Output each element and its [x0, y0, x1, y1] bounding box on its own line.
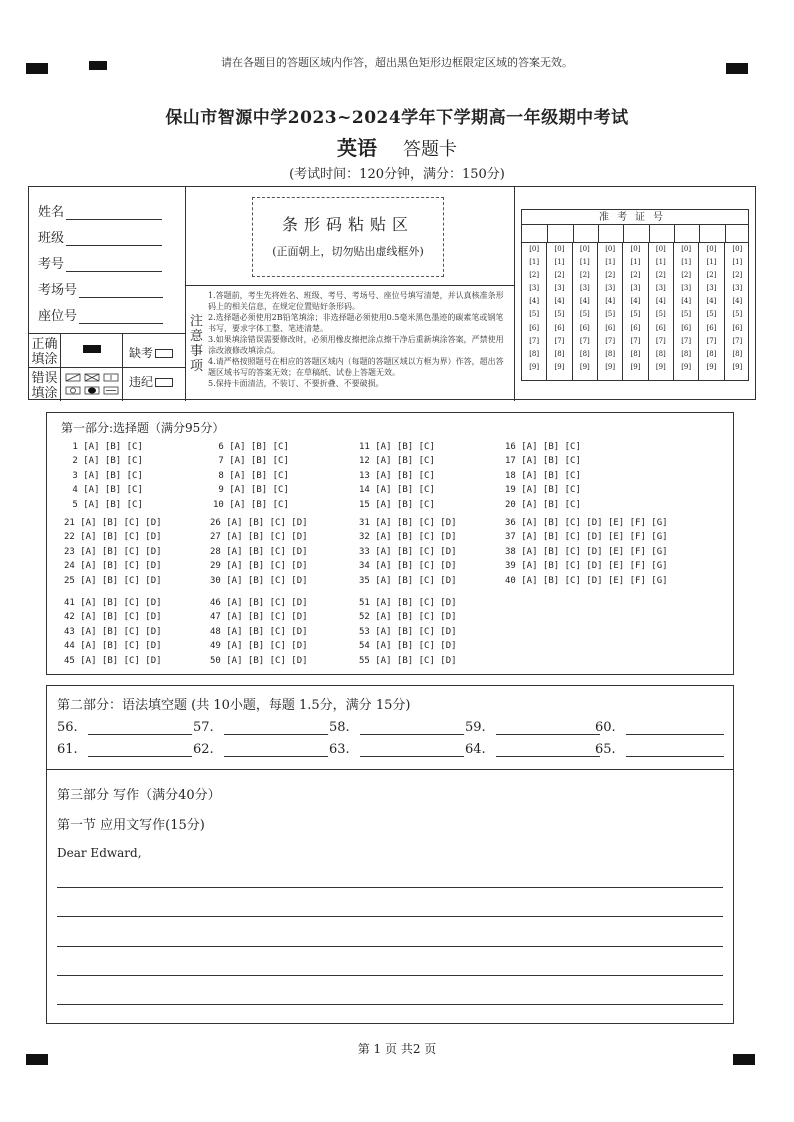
admission-id-digit[interactable]: [9] [630, 362, 641, 371]
part3-title: 第三部分 写作（满分40分） [57, 788, 221, 803]
wrong-fill-label: 错误填涂 [29, 368, 61, 401]
admission-id-digit[interactable]: [1] [605, 258, 616, 267]
violation-box[interactable]: 违纪 [123, 368, 186, 401]
admission-id-digit[interactable]: [4] [579, 297, 590, 306]
admission-id-digit[interactable]: [9] [554, 362, 565, 371]
admission-id-digit[interactable]: [6] [554, 323, 565, 332]
subject-name: 英语 [337, 136, 377, 160]
admission-id-digit[interactable]: [3] [681, 284, 692, 293]
admission-id-digit[interactable]: [1] [681, 258, 692, 267]
note-item: 1.答题前，考生先将姓名、班级、考号、考场号、座位号填写清楚，并认真核准条形码上的相关信息，在规定位置贴好条形码。 [208, 291, 504, 311]
admission-id-digit[interactable]: [9] [706, 362, 717, 371]
admission-id-digit[interactable]: [0] [681, 245, 692, 253]
writing-line[interactable] [57, 946, 723, 947]
admission-id-digit[interactable]: [5] [554, 310, 565, 319]
admission-id-digit[interactable]: [8] [579, 349, 590, 358]
page-title: 保山市智源中学2023~2024学年下学期高一年级期中考试 [165, 108, 629, 128]
admission-id-digit[interactable]: [4] [630, 297, 641, 306]
admission-id-digit[interactable]: [7] [529, 336, 540, 345]
choice-group[interactable]: 31 [A] [B] [C] [D] 32 [A] [B] [C] [D] 33 [A] [B] [C] [D] 34 [A] [B] [C] [D] 35 [A] [B] [C] [D] [359, 518, 457, 586]
admission-id-digit[interactable]: [9] [605, 362, 616, 371]
admission-id-digit[interactable]: [0] [605, 245, 616, 253]
barcode-instruction: (正面朝上，切勿贴出虚线框外) [272, 245, 424, 258]
admission-id-digit[interactable]: [2] [732, 271, 743, 280]
admission-id-digit[interactable]: [1] [554, 258, 565, 267]
admission-id-digit[interactable]: [6] [605, 323, 616, 332]
absent-box[interactable]: 缺考 [123, 334, 186, 367]
admission-id-digit[interactable]: [4] [605, 297, 616, 306]
admission-id-write-row[interactable] [522, 225, 748, 243]
admission-id-digit[interactable]: [7] [681, 336, 692, 345]
admission-id-digit[interactable]: [5] [655, 310, 666, 319]
letter-greeting: Dear Edward, [57, 846, 142, 860]
admission-id-digit[interactable]: [8] [732, 349, 743, 358]
barcode-area [252, 197, 444, 277]
admission-id-digit[interactable]: [9] [732, 362, 743, 371]
admission-id-digit[interactable]: [8] [630, 349, 641, 358]
correct-fill-row [29, 333, 186, 367]
admission-id-digit[interactable]: [2] [605, 271, 616, 280]
subject-heading [0, 132, 794, 161]
admission-id-digit[interactable]: [7] [706, 336, 717, 345]
blank-63[interactable]: 63. [329, 742, 464, 757]
notice-text: 请在各题目的答题区域内作答，超出黑色矩形边框限定区域的答案无效。 [221, 56, 573, 69]
admission-id-digit[interactable]: [6] [529, 323, 540, 332]
student-info-panel [29, 187, 186, 401]
admission-id-digit[interactable]: [9] [579, 362, 590, 371]
admission-id-digit[interactable]: [0] [655, 245, 666, 253]
admission-id-column[interactable] [699, 243, 724, 381]
class-field[interactable]: 班级 [38, 227, 162, 246]
admission-id-digit[interactable]: [4] [554, 297, 565, 306]
exam-time-info: (考试时间：120分钟，满分：150分) [289, 167, 505, 182]
blank-56[interactable]: 56. [57, 720, 192, 735]
admission-id-digit[interactable]: [3] [732, 284, 743, 293]
writing-line[interactable] [57, 916, 723, 917]
admission-id-panel [515, 187, 757, 401]
note-item: 2.选择题必须使用2B铅笔填涂；非选择题必须使用0.5毫米黑色墨迹的碳素笔或钢笔书写，要求字体工整、笔迹清楚。 [208, 313, 504, 333]
admission-id-digit[interactable]: [1] [579, 258, 590, 267]
admission-id-digit[interactable]: [6] [732, 323, 743, 332]
exam-room-field[interactable]: 考场号 [38, 279, 163, 298]
admission-id-digit[interactable]: [5] [529, 310, 540, 319]
writing-line[interactable] [57, 1004, 723, 1005]
choice-group[interactable]: 21 [A] [B] [C] [D] 22 [A] [B] [C] [D] 23 [A] [B] [C] [D] 24 [A] [B] [C] [D] 25 [A] [B] [C] [D] [64, 518, 162, 586]
correct-fill-label: 正确填涂 [29, 334, 61, 367]
admission-id-digit[interactable]: [8] [706, 349, 717, 358]
admission-id-digit[interactable]: [7] [630, 336, 641, 345]
admission-id-digit[interactable]: [6] [579, 323, 590, 332]
part1-title: 第一部分:选择题（满分95分） [61, 421, 225, 435]
admission-id-digit[interactable]: [8] [605, 349, 616, 358]
admission-id-digit[interactable]: [2] [655, 271, 666, 280]
blank-65[interactable]: 65. [595, 742, 724, 757]
name-field[interactable]: 姓名 [38, 201, 162, 220]
id-head-divider [649, 225, 650, 242]
admission-id-digit[interactable]: [4] [706, 297, 717, 306]
admission-id-digit[interactable]: [2] [529, 271, 540, 280]
id-head-divider [598, 225, 599, 242]
admission-id-digit[interactable]: [3] [605, 284, 616, 293]
choice-group[interactable]: 1 [A] [B] [C] 2 [A] [B] [C] 3 [A] [B] [C] 4 [A] [B] [C] 5 [A] [B] [C] [72, 442, 143, 510]
blank-64[interactable]: 64. [465, 742, 600, 757]
blank-61[interactable]: 61. [57, 742, 192, 757]
part3-writing [46, 770, 734, 1024]
admission-id-column[interactable] [598, 243, 623, 381]
barcode-notes-panel [186, 187, 515, 401]
seat-number-field[interactable]: 座位号 [38, 305, 163, 324]
admission-id-digit[interactable]: [7] [554, 336, 565, 345]
admission-id-digit[interactable]: [7] [605, 336, 616, 345]
admission-id-digit[interactable]: [3] [554, 284, 565, 293]
notes-label: 注意事项 [190, 314, 204, 374]
blank-58[interactable]: 58. [329, 720, 464, 735]
absent-checkbox[interactable] [155, 349, 173, 358]
admission-id-digit[interactable]: [9] [681, 362, 692, 371]
id-head-divider [623, 225, 624, 242]
admission-id-column[interactable] [573, 243, 598, 381]
id-head-divider [725, 225, 726, 242]
admission-id-column[interactable] [725, 243, 750, 381]
admission-id-digit[interactable]: [5] [579, 310, 590, 319]
admission-id-digit[interactable]: [1] [732, 258, 743, 267]
admission-id-digit[interactable]: [8] [529, 349, 540, 358]
choice-group[interactable]: 46 [A] [B] [C] [D] 47 [A] [B] [C] [D] 48 [A] [B] [C] [D] 49 [A] [B] [C] [D] 50 [A] [B] [C] [D] [210, 598, 308, 666]
id-head-divider [674, 225, 675, 242]
admission-id-digit[interactable]: [8] [554, 349, 565, 358]
blank-60[interactable]: 60. [595, 720, 724, 735]
choice-group[interactable]: 51 [A] [B] [C] [D] 52 [A] [B] [C] [D] 53 [A] [B] [C] [D] 54 [A] [B] [C] [D] 55 [A] [B] [C] [D] [359, 598, 457, 666]
admission-id-digit[interactable]: [8] [681, 349, 692, 358]
blank-59[interactable]: 59. [465, 720, 600, 735]
part1-multiple-choice [46, 412, 734, 675]
note-item: 3.如果填涂错误需要修改时，必须用橡皮擦把涂点擦干净后重新填涂答案，严禁使用涂改液修改填涂点。 [208, 335, 504, 355]
admission-id-digit[interactable]: [0] [732, 245, 743, 253]
part2-title: 第二部分：语法填空题 (共 10小题，每题 1.5分，满分 15分) [57, 698, 411, 713]
admission-id-digit[interactable]: [5] [630, 310, 641, 319]
violation-checkbox[interactable] [155, 378, 173, 387]
correct-fill-example [61, 334, 123, 367]
wrong-fill-marks-icon [61, 368, 123, 402]
exam-number-field[interactable]: 考号 [38, 253, 162, 272]
page-footer: 第 1 页 共2 页 [357, 1042, 437, 1056]
admission-id-digit[interactable]: [3] [529, 284, 540, 293]
admission-id-digit[interactable]: [3] [579, 284, 590, 293]
choice-group[interactable]: 16 [A] [B] [C] 17 [A] [B] [C] 18 [A] [B] [C] 19 [A] [B] [C] 20 [A] [B] [C] [505, 442, 581, 510]
admission-id-digit[interactable]: [2] [706, 271, 717, 280]
note-item: 4.请严格按照题号在相应的答题区域内（每题的答题区域以方框为界）作答，超出答题区域书写的答案无效；在草稿纸、试卷上答题无效。 [208, 357, 504, 377]
admission-id-digit[interactable]: [4] [681, 297, 692, 306]
card-label: 答题卡 [403, 139, 457, 160]
choice-group[interactable]: 36 [A] [B] [C] [D] [E] [F] [G] 37 [A] [B] [C] [D] [E] [F] [G] 38 [A] [B] [C] [D] [E] [F] [G] 39 [A] [B] [C] [D] [E] [F] [G] 40 [A] [B] [C] [D] [E] [F] [G] [505, 518, 668, 586]
wrong-fill-example [61, 368, 123, 401]
admission-id-digit[interactable]: [2] [579, 271, 590, 280]
part3-section-title: 第一节 应用文写作(15分) [57, 818, 205, 833]
wrong-fill-row [29, 367, 186, 401]
admission-id-title: 准考证号 [522, 210, 748, 225]
admission-id-column[interactable] [623, 243, 648, 381]
id-head-divider [699, 225, 700, 242]
admission-id-digit[interactable]: [0] [529, 245, 540, 253]
admission-id-digit[interactable]: [3] [630, 284, 641, 293]
admission-id-digit[interactable]: [5] [706, 310, 717, 319]
note-item: 5.保持卡面清洁，不装订、不要折叠、不要破损。 [208, 379, 384, 388]
id-head-divider [573, 225, 574, 242]
choice-group[interactable]: 6 [A] [B] [C] 7 [A] [B] [C] 8 [A] [B] [C] 9 [A] [B] [C] 10 [A] [B] [C] [213, 442, 289, 510]
admission-id-column[interactable] [547, 243, 572, 381]
blank-62[interactable]: 62. [193, 742, 328, 757]
admission-id-digit[interactable]: [6] [630, 323, 641, 332]
admission-id-digit[interactable]: [0] [630, 245, 641, 253]
admission-id-digit[interactable]: [4] [655, 297, 666, 306]
header-box [28, 186, 756, 400]
admission-id-digit[interactable]: [1] [630, 258, 641, 267]
notes-list [208, 290, 510, 389]
admission-id-digit[interactable]: [7] [579, 336, 590, 345]
admission-id-digit[interactable]: [5] [681, 310, 692, 319]
admission-id-digit[interactable]: [1] [529, 258, 540, 267]
admission-id-digit[interactable]: [2] [630, 271, 641, 280]
admission-id-digit[interactable]: [0] [706, 245, 717, 253]
admission-id-digit[interactable]: [9] [655, 362, 666, 371]
admission-id-column[interactable] [522, 243, 547, 381]
admission-id-digit[interactable]: [8] [655, 349, 666, 358]
admission-id-digit[interactable]: [6] [655, 323, 666, 332]
admission-id-digit[interactable]: [6] [681, 323, 692, 332]
id-head-divider [547, 225, 548, 242]
admission-id-digit[interactable]: [2] [681, 271, 692, 280]
notes-area [186, 285, 515, 401]
admission-id-digit[interactable]: [0] [554, 245, 565, 253]
choice-group[interactable]: 41 [A] [B] [C] [D] 42 [A] [B] [C] [D] 43 [A] [B] [C] [D] 44 [A] [B] [C] [D] 45 [A] [B] [C] [D] [64, 598, 162, 666]
admission-id-column[interactable] [649, 243, 674, 381]
part2-grammar-fill [46, 685, 734, 770]
admission-id-digit[interactable]: [7] [732, 336, 743, 345]
writing-line[interactable] [57, 887, 723, 888]
admission-id-digit[interactable]: [7] [655, 336, 666, 345]
admission-id-digit[interactable]: [2] [554, 271, 565, 280]
admission-id-digit[interactable]: [5] [732, 310, 743, 319]
admission-id-digit[interactable]: [1] [655, 258, 666, 267]
writing-line[interactable] [57, 975, 723, 976]
admission-id-digit[interactable]: [0] [579, 245, 590, 253]
barcode-title: 条形码粘贴区 [281, 215, 414, 234]
admission-id-digit[interactable]: [4] [732, 297, 743, 306]
admission-id-digit[interactable]: [6] [706, 323, 717, 332]
admission-id-digit[interactable]: [4] [529, 297, 540, 306]
blank-57[interactable]: 57. [193, 720, 328, 735]
admission-id-column[interactable] [674, 243, 699, 381]
admission-id-digit[interactable]: [3] [655, 284, 666, 293]
admission-id-digit[interactable]: [5] [605, 310, 616, 319]
admission-id-digit[interactable]: [3] [706, 284, 717, 293]
admission-id-digit[interactable]: [9] [529, 362, 540, 371]
choice-group[interactable]: 11 [A] [B] [C] 12 [A] [B] [C] 13 [A] [B] [C] 14 [A] [B] [C] 15 [A] [B] [C] [359, 442, 435, 510]
admission-id-grid [521, 209, 749, 381]
choice-group[interactable]: 26 [A] [B] [C] [D] 27 [A] [B] [C] [D] 28 [A] [B] [C] [D] 29 [A] [B] [C] [D] 30 [A] [B] [C] [D] [210, 518, 308, 586]
admission-id-digit[interactable]: [1] [706, 258, 717, 267]
